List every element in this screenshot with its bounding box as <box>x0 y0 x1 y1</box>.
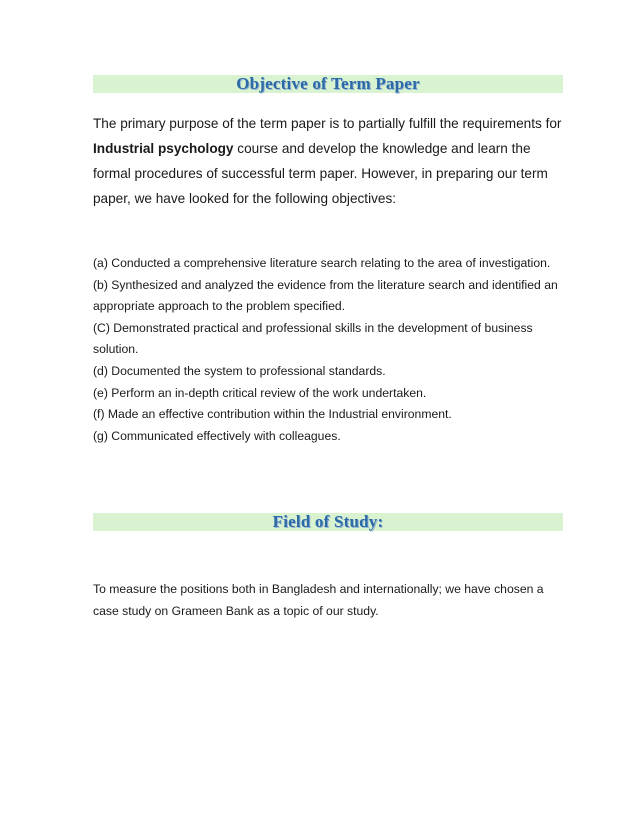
objective-item: (e) Perform an in-depth critical review of the work undertaken. <box>93 385 427 400</box>
intro-paragraph <box>93 111 563 211</box>
field-heading: Field of Study: <box>272 512 384 531</box>
field-of-study-paragraph <box>93 578 563 622</box>
objective-heading: Objective of Term Paper <box>236 74 420 93</box>
intro-course-name: Industrial psychology <box>93 141 234 156</box>
objective-item: (C) Demonstrated practical and professional skills in the development of business solution. <box>93 320 533 357</box>
field-heading-bar <box>93 513 563 531</box>
objective-item: (f) Made an effective contribution within the Industrial environment. <box>93 407 452 422</box>
intro-text-end: course and develop the knowledge and learn the formal procedures of successful term paper. However, in preparing our term paper, we have looked for the following objectives: <box>93 141 548 206</box>
intro-text-start: The primary purpose of the term paper is to partially fulfill the requirements for <box>93 116 562 131</box>
objectives-list <box>93 253 563 447</box>
objective-item: (a) Conducted a comprehensive literature search relating to the area of investigation. <box>93 256 551 270</box>
objective-item: (b) Synthesized and analyzed the evidence from the literature search and identified an appropriate approach to the problem specified. <box>93 277 558 314</box>
objective-item: (g) Communicated effectively with colleagues. <box>93 428 341 443</box>
field-of-study-text: To measure the positions both in Bangladesh and internationally; we have chosen a case study on Grameen Bank as a topic of our study. <box>93 582 544 618</box>
objective-heading-bar <box>93 75 563 93</box>
objective-item: (d) Documented the system to professional standards. <box>93 363 386 378</box>
